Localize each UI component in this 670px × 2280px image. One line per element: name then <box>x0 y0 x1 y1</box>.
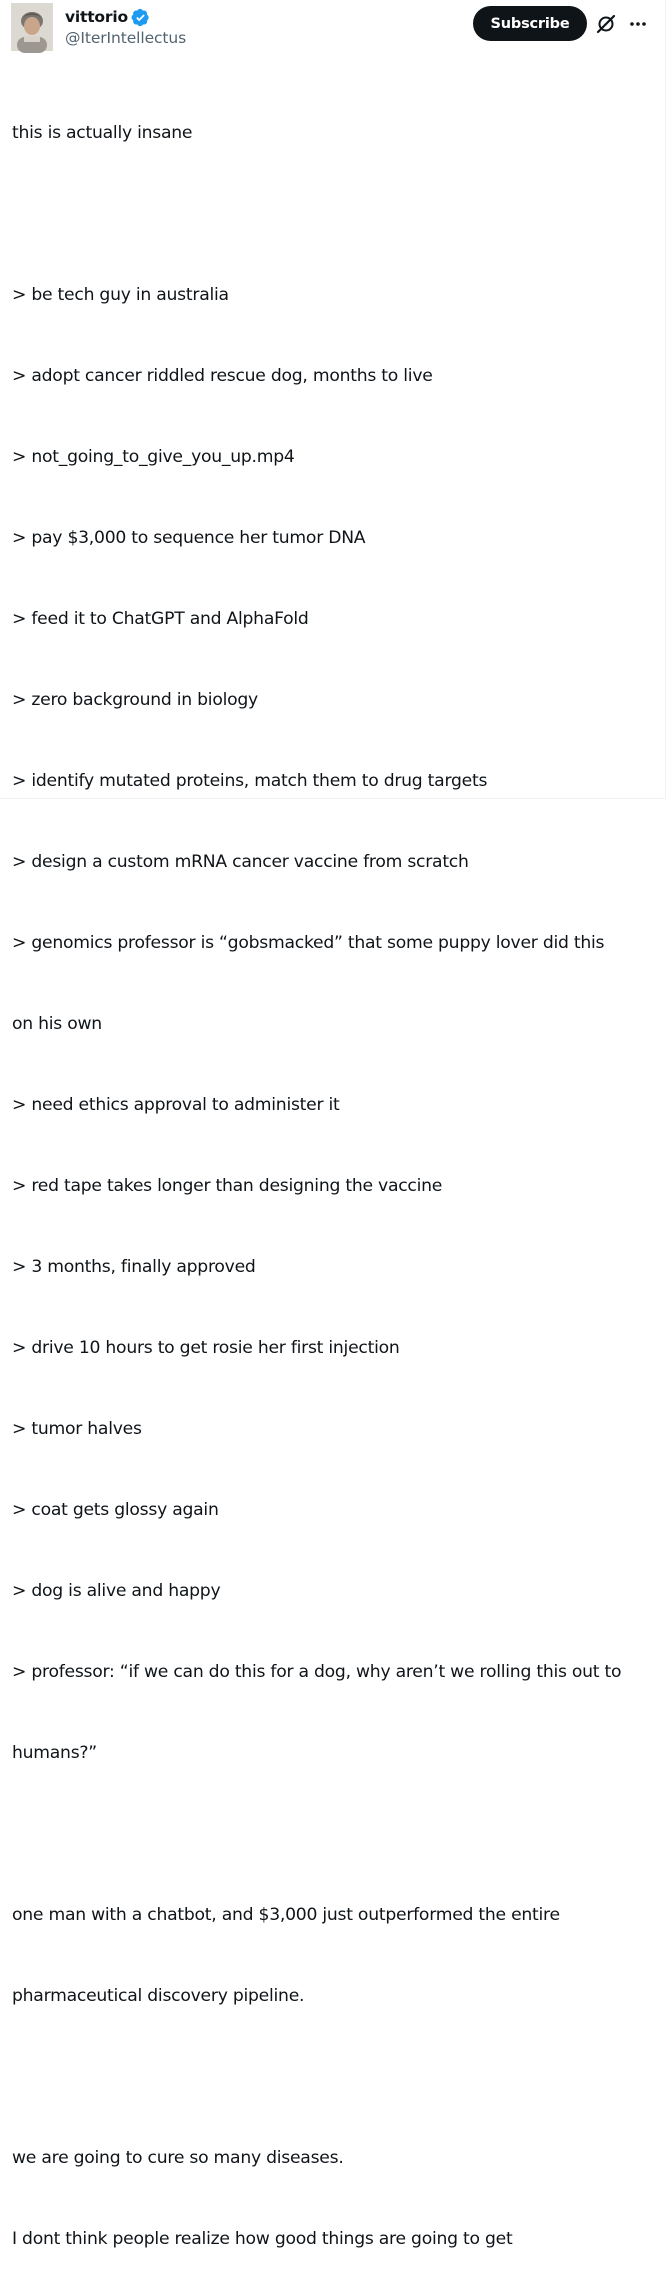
tweet-line: > professor: “if we can do this for a dog, why aren’t we rolling this out to <box>12 1662 622 1682</box>
tweet-text <box>12 66 657 2280</box>
display-name[interactable]: vittorio <box>65 8 128 26</box>
tweet-line: > dog is alive and happy <box>12 1581 221 1601</box>
tweet-line: > design a custom mRNA cancer vaccine from scratch <box>12 852 469 872</box>
subscribe-button[interactable]: Subscribe <box>473 6 587 41</box>
tweet-line: > need ethics approval to administer it <box>12 1095 340 1115</box>
tweet-line: > be tech guy in australia <box>12 285 229 305</box>
verified-badge-icon <box>131 8 150 27</box>
tweet-line: I dont think people realize how good things are going to get <box>12 2229 513 2249</box>
tweet-line: > identify mutated proteins, match them to drug targets <box>12 771 488 791</box>
tweet-line: > pay $3,000 to sequence her tumor DNA <box>12 528 366 548</box>
tweet-line: > feed it to ChatGPT and AlphaFold <box>12 609 309 629</box>
tweet-line: > zero background in biology <box>12 690 258 710</box>
tweet-line: on his own <box>12 1014 102 1034</box>
tweet-line: > not_going_to_give_you_up.mp4 <box>12 447 295 467</box>
user-info <box>65 6 186 47</box>
tweet-line: one man with a chatbot, and $3,000 just outperformed the entire <box>12 1905 560 1925</box>
tweet-line: > genomics professor is “gobsmacked” that some puppy lover did this <box>12 933 605 953</box>
tweet-line <box>12 1821 657 1848</box>
user-handle[interactable]: @IterIntellectus <box>65 29 187 47</box>
tweet-header <box>0 0 670 60</box>
tweet-line: humans?” <box>12 1743 97 1763</box>
tweet-line: pharmaceutical discovery pipeline. <box>12 1986 305 2006</box>
tweet-line: > red tape takes longer than designing the vaccine <box>12 1176 443 1196</box>
tweet-line: this is actually insane <box>12 123 193 143</box>
tweet-line: > 3 months, finally approved <box>12 1257 256 1277</box>
display-name-row <box>65 6 186 28</box>
tweet-line: we are going to cure so many diseases. <box>12 2148 344 2168</box>
tweet-line <box>12 201 657 228</box>
tweet-line <box>12 2064 657 2091</box>
grok-icon[interactable] <box>595 13 617 35</box>
tweet-line: > adopt cancer riddled rescue dog, months to live <box>12 366 433 386</box>
tweet-line: > tumor halves <box>12 1419 142 1439</box>
avatar[interactable] <box>11 3 53 51</box>
tweet-line: > drive 10 hours to get rosie her first injection <box>12 1338 400 1358</box>
avatar-image <box>11 3 53 51</box>
tweet-line: > coat gets glossy again <box>12 1500 219 1520</box>
more-icon[interactable] <box>627 13 649 35</box>
